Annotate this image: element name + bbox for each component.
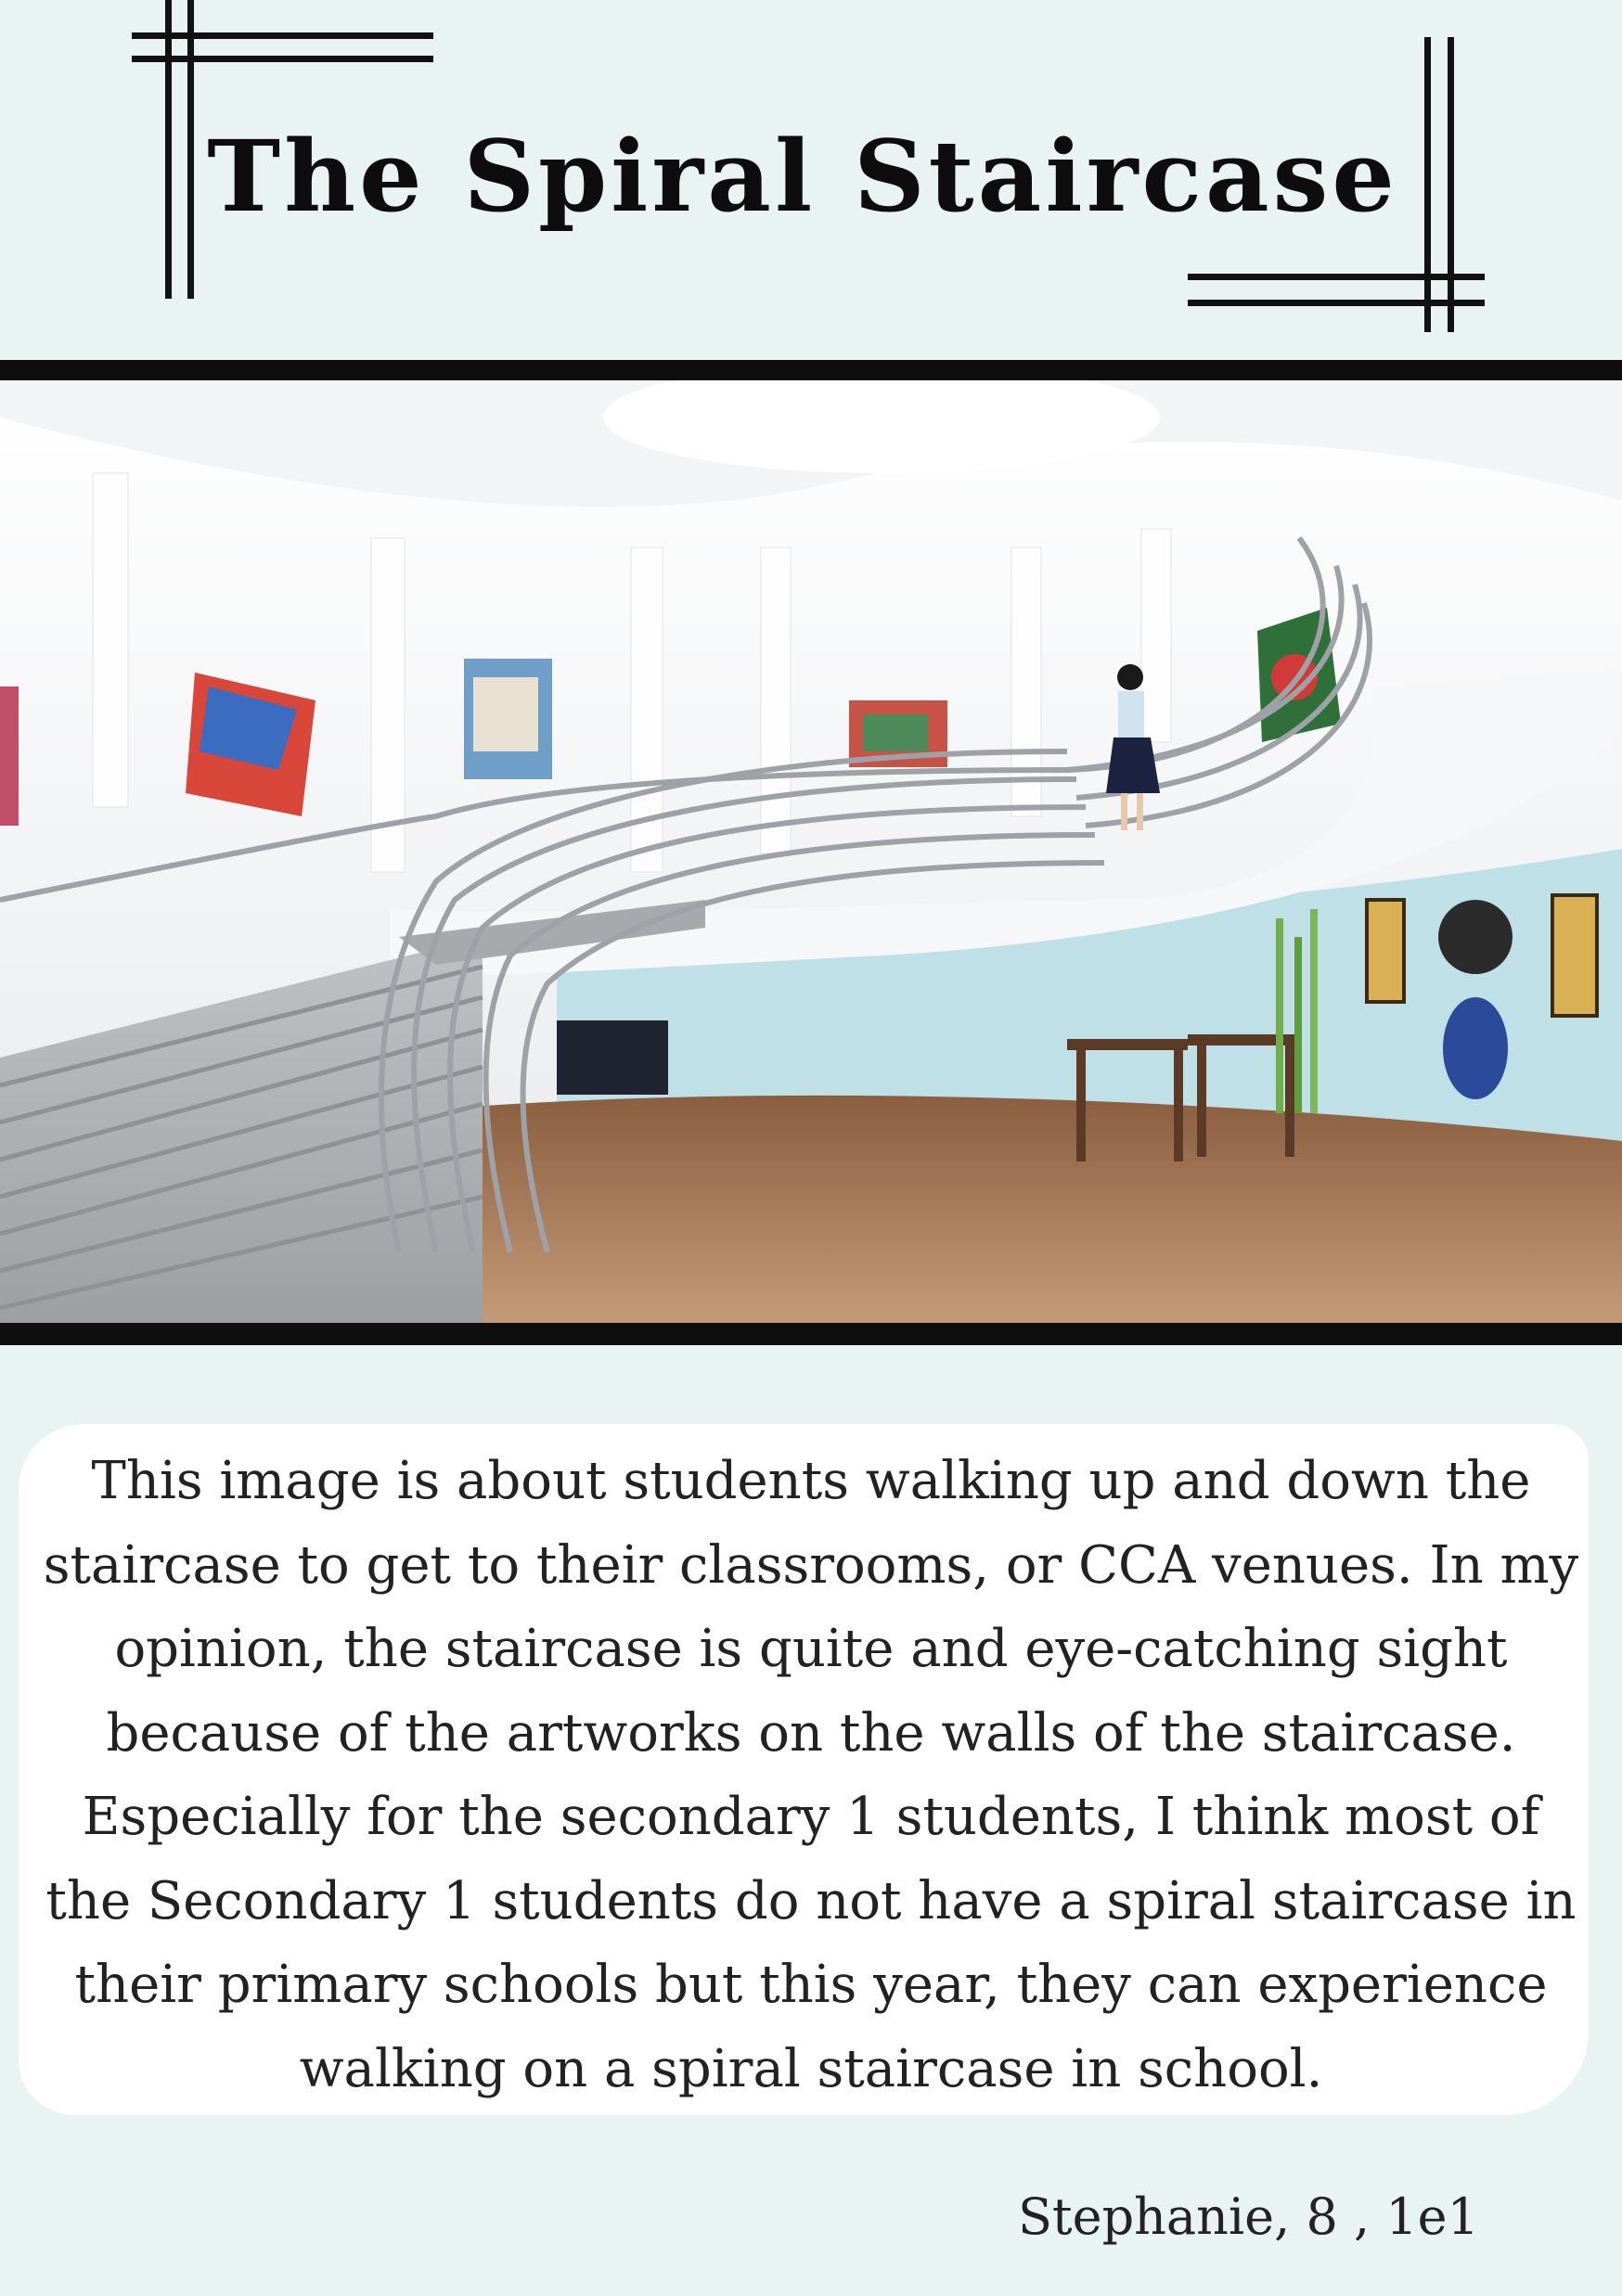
photo-frame	[0, 360, 1622, 1345]
page-title: The Spiral Staircase	[207, 118, 1398, 234]
corner-decoration-bottom-right-v2	[1448, 37, 1454, 332]
staircase-photo	[0, 380, 1622, 1323]
corner-decoration-top-left-v1	[165, 0, 172, 299]
corner-decoration-bottom-right-h1	[1188, 274, 1485, 280]
corner-decoration-bottom-right-h2	[1188, 300, 1485, 306]
corner-decoration-top-left-h1	[132, 32, 433, 39]
caption-text: This image is about students walking up and down the staircase to get to their classrooms, or CCA venues. In my opinion, the staircase is quite and eye-catching sight because of the artworks on the walls of the staircase. Especially for the secondary 1 students, I think most of the Secondary 1 students do not have a spiral staircase in their primary schools but this year, they can experience walking on a spiral staircase in school.	[43, 1451, 1579, 2099]
corner-decoration-top-left-h2	[132, 56, 433, 62]
author-signature: Stephanie, 8 , 1e1	[1017, 2187, 1479, 2246]
corner-decoration-bottom-right-v1	[1424, 37, 1431, 332]
staircase-illustration	[0, 380, 1622, 1323]
